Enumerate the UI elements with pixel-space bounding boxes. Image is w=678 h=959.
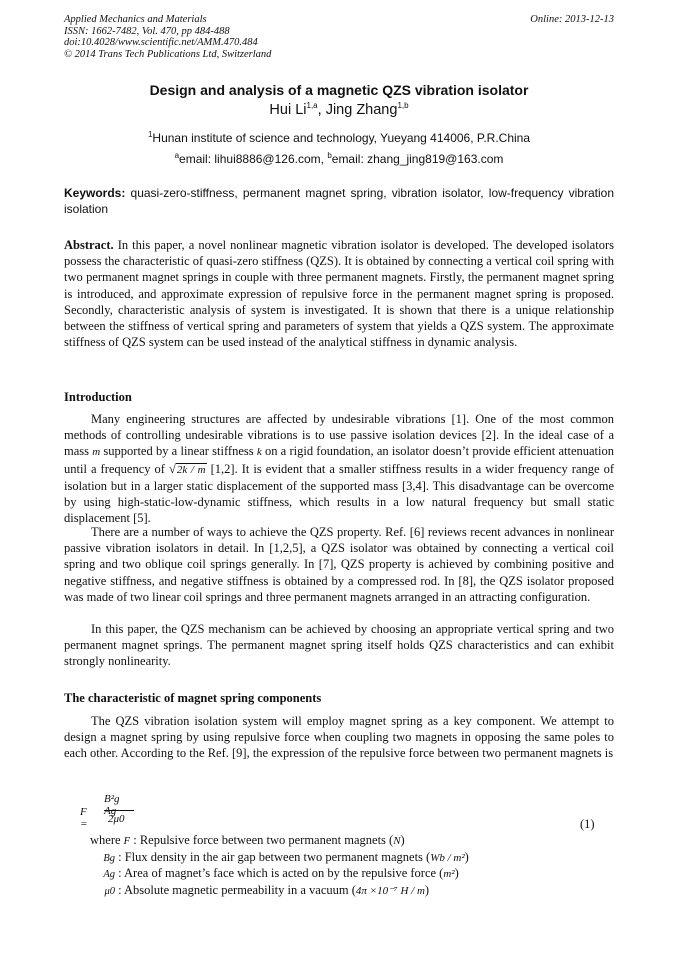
- definition-unit: 4π ×10⁻⁷ H / m: [355, 884, 425, 897]
- definition-unit: Wb / m²: [430, 851, 465, 864]
- author-2: Jing Zhang: [325, 102, 398, 118]
- author-separator: ,: [317, 102, 326, 118]
- section2-paragraph-1: The QZS vibration isolation system will employ magnet spring as a key component. We attempt to design a magnet spring by using repulsive force when coupling two magnets in opposing the same poles to each other. According to the Ref. [9], the expression of the repulsive force between two permanent magnets is: [64, 714, 614, 761]
- equation-numerator: B²g Ag: [104, 793, 120, 817]
- definition-row: [90, 832, 469, 849]
- var-m: m: [92, 446, 101, 459]
- var-k: k: [256, 446, 262, 459]
- doi-line: doi:10.4028/www.scientific.net/AMM.470.484: [64, 37, 258, 48]
- email-line: [64, 152, 614, 166]
- section-heading-introduction: Introduction: [64, 390, 132, 404]
- author-1-affil: 1,a: [306, 101, 318, 111]
- paper-title: Design and analysis of a magnetic QZS vibration isolator: [149, 82, 529, 98]
- copyright-line: © 2014 Trans Tech Publications Ltd, Switzerland: [64, 48, 272, 60]
- intro-p1-text-c: on a rigid foundation, an isolator doesn’t provide efficient attenuation until a frequency of: [64, 444, 614, 476]
- online-date: Online: 2013-12-13: [530, 14, 614, 25]
- definition-text: : Absolute magnetic permeability in a vacuum (: [115, 882, 356, 897]
- sqrt-radicand: 2k / m: [176, 463, 206, 476]
- email-a: email: lihui8886@126.com,: [179, 152, 328, 166]
- keywords-label: Keywords:: [64, 186, 126, 200]
- email-b: email: zhang_jing819@163.com: [331, 152, 504, 166]
- author-2-affil: 1,b: [397, 101, 409, 111]
- definition-unit: N: [393, 835, 401, 847]
- author-1: Hui Li: [269, 102, 307, 118]
- email-a-mark: a: [174, 151, 180, 160]
- intro-p1-text-b: supported by a linear stiffness: [100, 444, 257, 459]
- email-b-mark: b: [327, 151, 332, 160]
- intro-paragraph-1: [64, 411, 614, 526]
- definition-text: : Area of magnet’s face which is acted on by the repulsive force (: [115, 866, 444, 880]
- intro-paragraph-3: In this paper, the QZS mechanism can be achieved by choosing an appropriate vertical spring and two permanent magnet springs. The permanent magnet spring itself holds QZS characteristics and can exhibit strongly nonlinearity.: [64, 622, 614, 669]
- abstract-text: In this paper, a novel nonlinear magnetic vibration isolator is developed. The developed isolators possess the characteristic of quasi-zero stiffness (QZS). It is obtained by connecting a vertical coil spring with two permanent magnet springs in couple with three permanent magnets. Firstly, the permanent magnet spring is introduced, and approximate expression of repulsive force in the permanent magnet spring is proposed. Secondly, characteristic analysis of system is investigated. It is shown that there is a unique relationship between the stiffness of vertical spring and parameters of system that yields a QZS system. The approximate stiffness of QZS system can be used instead of the analytical stiffness in dynamic analysis.: [64, 238, 614, 350]
- variable-definitions: [90, 832, 469, 898]
- intro-p1-text-a: Many engineering structures are affected by undesirable vibrations [1]. One of the most common methods of controlling undesirable vibrations is to use passive isolation devices [2]. In the ideal case of a mass: [64, 412, 614, 459]
- definition-close: ): [400, 833, 405, 847]
- abstract: [64, 237, 614, 350]
- definition-symbol: F: [123, 836, 131, 847]
- definition-symbol: Bg: [103, 852, 115, 864]
- issn-line: ISSN: 1662-7482, Vol. 470, pp 484-488: [64, 25, 230, 37]
- affiliation: [64, 131, 614, 145]
- definition-close: ): [454, 866, 459, 880]
- equation-lhs: F =: [80, 806, 88, 830]
- fraction-bar: [104, 810, 134, 811]
- journal-header: [64, 14, 614, 60]
- keywords: [64, 186, 614, 217]
- journal-name: Applied Mechanics and Materials: [64, 14, 207, 25]
- definition-text: : Flux density in the air gap between two permanent magnets (: [115, 849, 431, 864]
- equation-denominator: 2μ0: [108, 813, 125, 825]
- abstract-label: Abstract.: [64, 238, 114, 252]
- definition-text: : Repulsive force between two permanent magnets (: [130, 833, 394, 847]
- affiliation-mark: 1: [147, 130, 153, 139]
- definition-row: [90, 882, 469, 899]
- definition-close: ): [464, 849, 469, 864]
- definition-row: [90, 865, 469, 882]
- intro-paragraph-2: There are a number of ways to achieve the QZS property. Ref. [6] reviews recent advances in nonlinear passive vibration isolators in detail. In [1,2,5], a QZS isolator was obtained by connecting a vertical coil spring and two oblique coil springs generally. In [7], QZS property is achieved by combining positive and negative stiffness, and negative stiffness is obtained by a compressed rod. In [8], the QZS isolator proposed was made of two linear coil springs and three permanent magnets arranged in an attracting configuration.: [64, 525, 614, 604]
- intro-p1-text-d: [1,2]. It is evident that a smaller stiffness results in a wider frequency range of isolation but in a larger static displacement of the supported mass [3,4]. This disadvantage can be overcome by using high-static-low-dynamic stiffness, which results in a low natural frequency but small static displacement [5].: [64, 461, 614, 526]
- section-heading-magnet-spring: The characteristic of magnet spring components: [64, 691, 322, 705]
- equation-number: (1): [580, 817, 595, 831]
- author-line: [64, 102, 614, 118]
- sqrt-expression: √2k / m: [169, 461, 206, 476]
- definition-symbol: μ0: [104, 885, 115, 897]
- definition-unit: m²: [443, 868, 455, 880]
- definition-close: ): [424, 882, 430, 897]
- affiliation-text: Hunan institute of science and technology, Yueyang 414006, P.R.China: [152, 131, 531, 145]
- definition-prefix: where: [90, 833, 124, 847]
- keywords-text: quasi-zero-stiffness, permanent magnet spring, vibration isolator, low-frequency vibration isolation: [64, 186, 614, 216]
- definition-row: [90, 849, 469, 866]
- definition-symbol: Ag: [103, 869, 115, 880]
